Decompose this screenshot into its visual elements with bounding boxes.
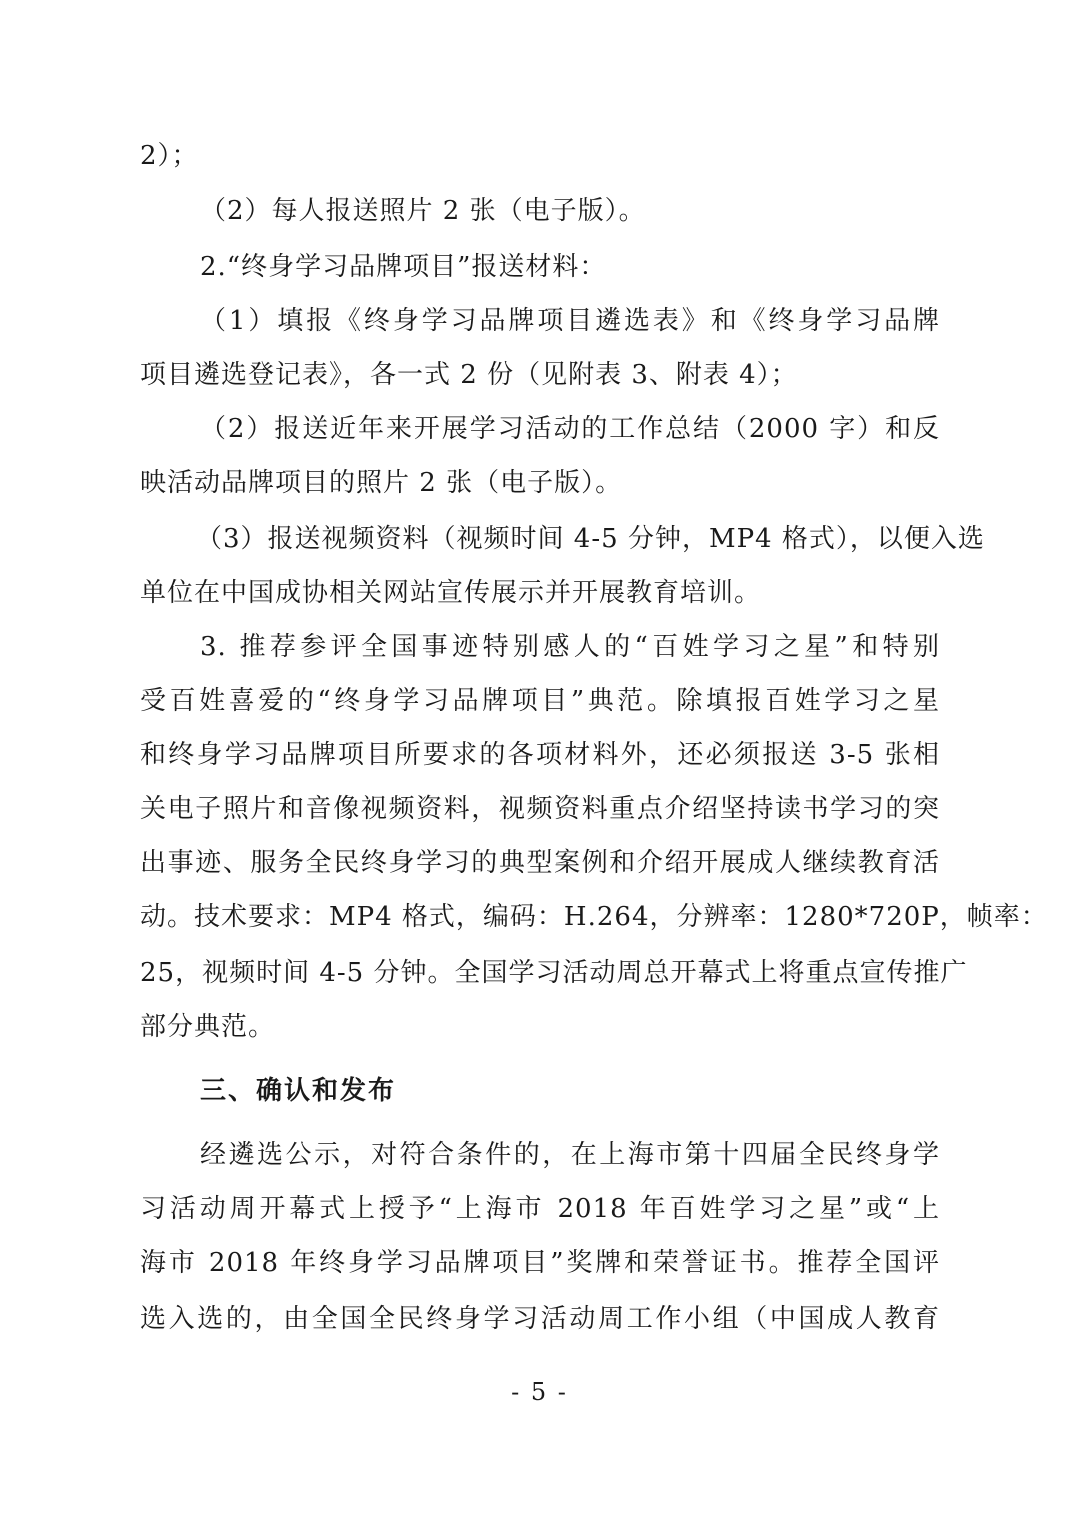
text-line-15: 动。技术要求：MP4 格式，编码：H.264，分辨率：1280*720P，帧率：	[140, 902, 1048, 932]
section-heading: 三、确认和发布	[200, 1076, 397, 1106]
text-line-2: （2）每人报送照片 2 张（电子版）。	[200, 196, 646, 226]
text-line-6: （2）报送近年来开展学习活动的工作总结（2000 字）和反	[200, 414, 940, 444]
text-line-12: 和终身学习品牌项目所要求的各项材料外，还必须报送 3-5 张相	[140, 740, 940, 770]
text-line-7: 映活动品牌项目的照片 2 张（电子版）。	[140, 468, 623, 498]
text-line-20: 习活动周开幕式上授予“上海市 2018 年百姓学习之星”或“上	[140, 1194, 940, 1224]
page-number: - 5 -	[511, 1378, 568, 1406]
text-line-17: 部分典范。	[140, 1012, 276, 1042]
text-line-8: （3）报送视频资料（视频时间 4-5 分钟，MP4 格式），以便入选	[196, 524, 985, 554]
text-line-10: 3. 推荐参评全国事迹特别感人的“百姓学习之星”和特别	[200, 632, 940, 662]
text-line-16: 25，视频时间 4-5 分钟。全国学习活动周总开幕式上将重点宣传推广	[140, 958, 968, 988]
text-line-19: 经遴选公示，对符合条件的，在上海市第十四届全民终身学	[200, 1140, 940, 1170]
text-line-13: 关电子照片和音像视频资料，视频资料重点介绍坚持读书学习的突	[140, 794, 940, 824]
text-line-1: 2）；	[140, 141, 199, 171]
text-line-9: 单位在中国成协相关网站宣传展示并开展教育培训。	[140, 578, 762, 608]
text-line-21: 海市 2018 年终身学习品牌项目”奖牌和荣誉证书。推荐全国评	[140, 1248, 940, 1278]
text-line-3: 2.“终身学习品牌项目”报送材料：	[200, 252, 607, 282]
text-line-11: 受百姓喜爱的“终身学习品牌项目”典范。除填报百姓学习之星	[140, 686, 940, 716]
text-line-22: 选入选的，由全国全民终身学习活动周工作小组（中国成人教育	[140, 1304, 940, 1334]
text-line-4: （1）填报《终身学习品牌项目遴选表》和《终身学习品牌	[200, 306, 940, 336]
text-line-5: 项目遴选登记表》，各一式 2 份（见附表 3、附表 4）；	[140, 360, 798, 390]
text-line-14: 出事迹、服务全民终身学习的典型案例和介绍开展成人继续教育活	[140, 848, 940, 878]
